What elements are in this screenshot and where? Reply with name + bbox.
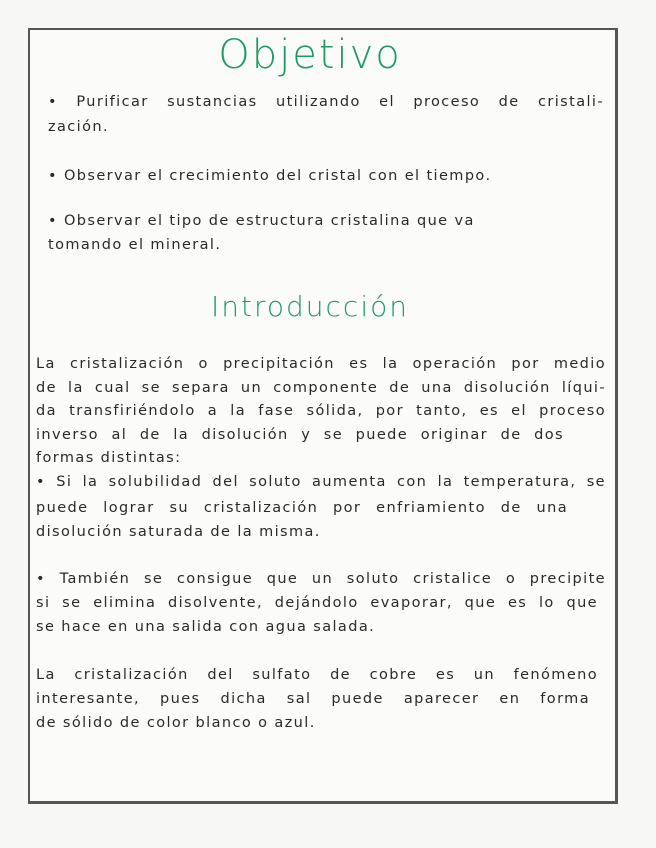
intro-line: de sólido de color blanco o azul.: [36, 715, 316, 731]
intro-line: La cristalización del sulfato de cobre es un fenómeno: [36, 667, 598, 683]
objetivo-line: zación.: [48, 119, 109, 135]
intro-line: • Si la solubilidad del soluto aumenta con la temperatura, se: [36, 474, 606, 490]
intro-line: disolución saturada de la misma.: [36, 524, 321, 540]
intro-line: se hace en una salida con agua salada.: [36, 619, 376, 635]
intro-line: si se elimina disolvente, dejándolo evaporar, que es lo que: [36, 595, 598, 611]
objetivo-line: • Observar el crecimiento del cristal con el tiempo.: [48, 168, 492, 184]
introduccion-heading: Introducción: [211, 290, 409, 323]
intro-line: La cristalización o precipitación es la operación por medio: [36, 356, 606, 372]
intro-line: da transfiriéndolo a la fase sólida, por tanto, es el proceso: [36, 403, 606, 419]
intro-line: puede lograr su cristalización por enfriamiento de una: [36, 500, 568, 516]
intro-line: de la cual se separa un componente de una disolución líqui-: [36, 380, 606, 396]
objetivo-line: • Purificar sustancias utilizando el proceso de cristali-: [48, 94, 604, 110]
intro-line: interesante, pues dicha sal puede aparecer en forma: [36, 691, 590, 707]
objetivo-line: • Observar el tipo de estructura cristalina que va: [48, 213, 475, 229]
objetivo-line: tomando el mineral.: [48, 237, 222, 253]
intro-line: inverso al de la disolución y se puede originar de dos: [36, 427, 564, 443]
intro-line: formas distintas:: [36, 450, 182, 466]
intro-line: • También se consigue que un soluto cristalice o precipite: [36, 571, 606, 587]
objetivo-heading: Objetivo: [218, 32, 402, 78]
